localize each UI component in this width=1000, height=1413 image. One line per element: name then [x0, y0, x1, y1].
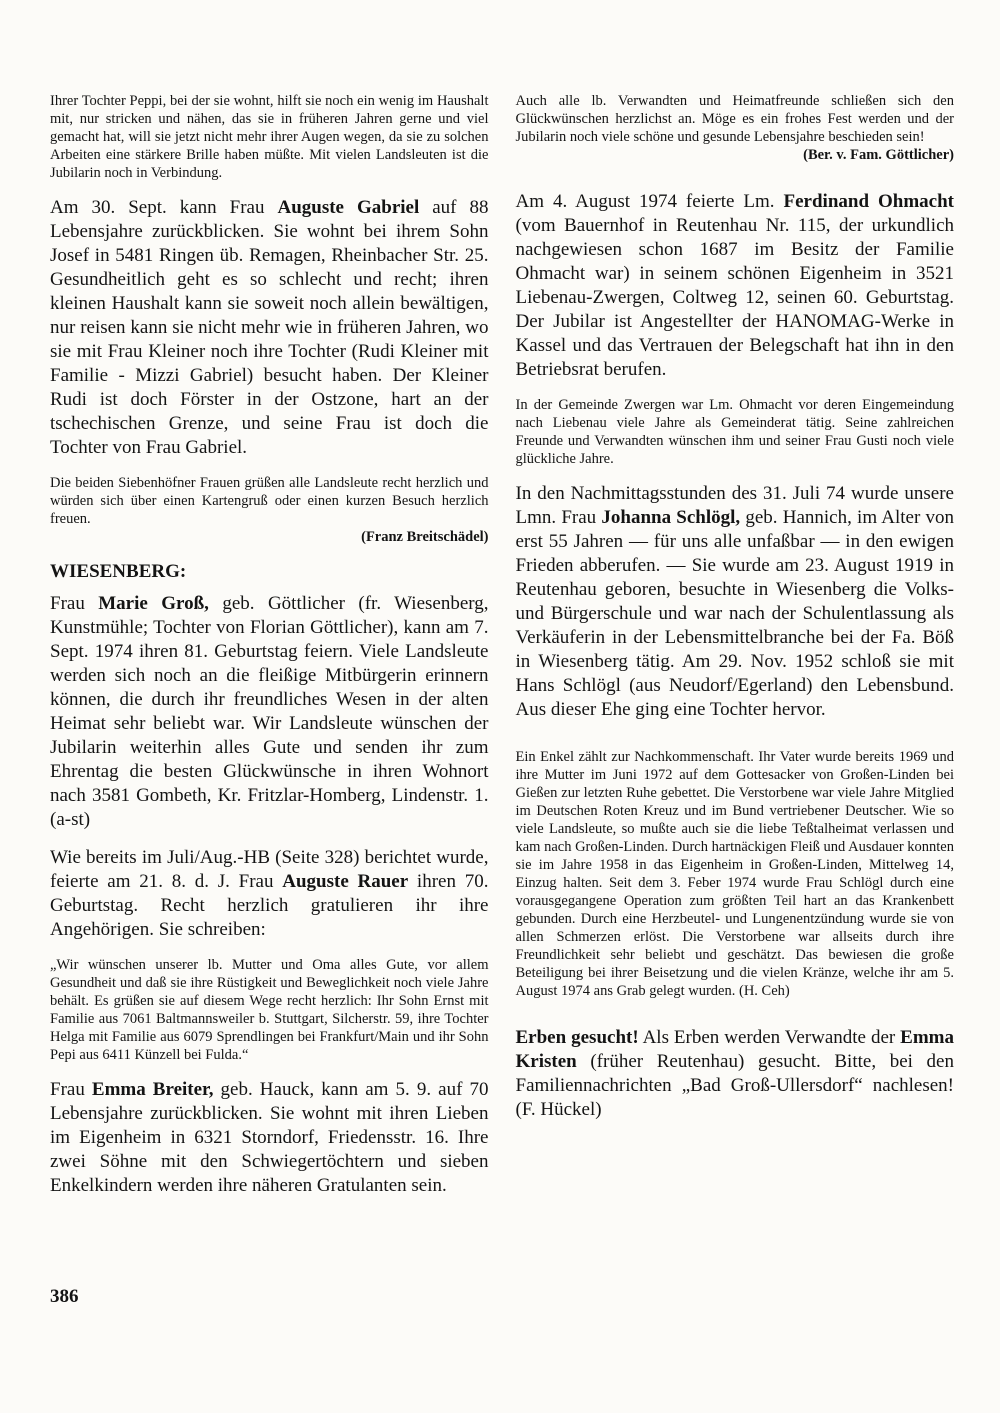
text-run: Frau: [50, 1079, 92, 1100]
bold-text: Marie Groß,: [98, 593, 209, 614]
text-run: Frau: [50, 593, 99, 614]
paragraph: [50, 956, 493, 1064]
paragraph: [50, 1078, 494, 1198]
text-run: Als Erben werden Verwandte der: [638, 1027, 901, 1048]
left-column: [50, 92, 494, 1212]
bold-text: Auguste Rauer: [282, 871, 409, 892]
text-run: geb. Hauck, kann am 5. 9. auf 70 Lebensjahre zurückblicken. Sie wohnt mit ihren Lieben im Eigenheim in 6321 Storndorf, Friedensstr. 16. Ihre zwei Söhne mit den Schwiegertöchtern und sieben Enkelkindern werden ihre näheren Gratulanten sein.: [50, 1079, 494, 1196]
text-run: Wie bereits im Juli/Aug.-HB (Seite 328) berichtet wurde, feierte am 21. 8. d. J. Frau: [50, 847, 494, 892]
paragraph: [515, 748, 958, 1000]
bold-text: Emma Kristen: [515, 1027, 959, 1072]
text-run: Die beiden Siebenhöfner Frauen grüßen alle Landsleute recht herzlich und würden sich über einen Kartengruß oder einen kurzen Besuch herzlich freuen.: [50, 475, 493, 527]
text-run: geb. Hannich, im Alter von erst 55 Jahren — für uns alle unfaßbar — in den ewigen Frieden abberufen. — Sie wurde am 23. August 1919 in Reutenhau geboren, besuchte in Wiesenberg die Volks- und Bürgerschule und war nach der Schulentlassung als Verkäuferin in der Lebensmittelbranche bei der Fa. Böß in Wiesenberg tätig. Am 29. Nov. 1952 schloß sie mit Hans Schlögl (aus Neudorf/Egerland) den Lebensbund. Aus dieser Ehe ging eine Tochter hervor.: [515, 507, 959, 720]
paragraph: [50, 474, 493, 528]
text-run: In der Gemeinde Zwergen war Lm. Ohmacht vor deren Eingemeindung nach Liebenau viele Jahre als Gemeinderat tätig. Seine zahlreichen Freunde und Verwandten wünschen ihm und seiner Frau Gusti noch viele glückliche Jahre.: [515, 397, 958, 467]
text-run: WIESENBERG:: [50, 561, 187, 582]
text-run: (Ber. v. Fam. Göttlicher): [803, 147, 954, 163]
paragraph: [515, 396, 958, 468]
text-run: Am 30. Sept. kann Frau: [50, 197, 278, 218]
bold-text: Johanna Schlögl,: [601, 507, 741, 528]
attribution: [516, 146, 955, 164]
bold-text: Emma Breiter,: [91, 1079, 214, 1100]
bold-text: Auguste Gabriel: [277, 197, 420, 218]
paragraph: [50, 92, 493, 182]
text-run: In den Nachmittagsstunden des 31. Juli 74 wurde unsere Lmn. Frau: [515, 483, 959, 528]
text-run: Ihrer Tochter Peppi, bei der sie wohnt, hilft sie noch ein wenig im Haushalt mit, nur stricken und nähen, das sie in früheren Jahren gerne und viel gemacht hat, will sie jetzt nicht mehr ihrer Augen wegen, da sie zu solchen Arbeiten eine stärkere Brille haben müßte. Mit vielen Landsleuten ist die Jubilarin noch in Verbindung.: [50, 93, 493, 181]
text-run: Am 4. August 1974 feierte Lm.: [515, 191, 784, 212]
bold-text: Ferdinand Ohmacht: [783, 191, 954, 212]
text-run: ihren 70. Geburtstag. Recht herzlich gratulieren ihr ihre Angehörigen. Sie schreiben:: [50, 871, 494, 940]
paragraph: [515, 482, 959, 722]
text-run: auf 88 Lebensjahre zurückblicken. Sie wohnt bei ihrem Sohn Josef in 5481 Ringen üb. Remagen, Rheinbacher Str. 25. Gesundheitlich geht es so schlecht und recht; ihren kleinen Haushalt kann sie soweit noch allein bewältigen, nur reisen kann sie nicht mehr wie in früheren Jahren, wo sie mit Frau Kleiner noch ihre Tochter (Rudi Kleiner mit Familie - Mizzi Gabriel) besucht haben. Der Kleiner Rudi ist doch Förster in der Ostzone, hart an der tschechischen Grenze, und seine Frau ist doch die Tochter von Frau Gabriel.: [50, 197, 494, 458]
bold-text: Erben gesucht!: [515, 1027, 639, 1048]
paragraph: [50, 592, 494, 832]
text-run: Auch alle lb. Verwandten und Heimatfreunde schließen sich den Glückwünschen herzlichst an. Möge es ein frohes Fest werden und der Jubilarin noch viele schöne und gesunde Lebensjahre beschieden sein!: [515, 93, 958, 145]
text-run: (vom Bauernhof in Reutenhau Nr. 115, der urkundlich nachgewiesen schon 1687 im Besitz der Familie Ohmacht war) in seinem schönen Eigenheim in 3521 Liebenau-Zwergen, Coltweg 12, seinen 60. Geburtstag. Der Jubilar ist Angestellter der HANOMAG-Werke in Kassel und das Vertrauen der Belegschaft hat ihn in den Betriebsrat berufen.: [515, 191, 959, 380]
text-run: „Wir wünschen unserer lb. Mutter und Oma alles Gute, vor allem Gesundheit und daß sie ihre Rüstigkeit und Beweglichkeit noch viele Jahre behält. Es grüßen sie auf diesem Wege recht herzlich: Ihr Sohn Ernst mit Familie aus 7061 Baltmannsweiler b. Stuttgart, Silcherstr. 59, ihre Tochter Helga mit Familie aus 6079 Sprendlingen bei Frankfurt/Main und ihr Sohn Pepi aus 6411 Künzell bei Fulda.“: [50, 957, 493, 1063]
section-heading: [50, 560, 489, 584]
text-run: geb. Göttlicher (fr. Wiesenberg, Kunstmühle; Tochter von Florian Göttlicher), kann am 7. Sept. 1974 ihren 81. Geburtstag feiern. Viele Landsleute werden sich noch an die fleißige Mitbürgerin erinnern können, die durch ihr freundliches Wesen in der alten Heimat sehr beliebt war. Wir Landsleute wünschen der Jubilarin weiterhin alles Gute und senden ihr zum Ehrentag die besten Glückwünsche in ihren Wohnort nach 3581 Gombeth, Kr. Fritzlar-Homberg, Lindenstr. 1. (a-st): [50, 593, 494, 830]
text-run: (Franz Breitschädel): [361, 529, 489, 545]
paragraph: [515, 92, 958, 146]
paragraph: [515, 1026, 959, 1122]
page-number: 386: [50, 1286, 79, 1307]
paragraph: [50, 846, 494, 942]
text-run: Ein Enkel zählt zur Nachkommenschaft. Ihr Vater wurde bereits 1969 und ihre Mutter im Juni 1972 auf dem Gottesacker von Großen-Linden bei Gießen zur letzten Ruhe gebettet. Die Verstorbene war viele Jahre Mitglied im Deutschen Roten Kreuz und im Bund vertriebener Deutscher. Wie so viele Landsleute, so mußte auch sie die liebe Teßtalheimat verlassen und kam nach Großen-Linden. Durch hartnäckigen Fleiß und Ausdauer konnten sie im Jahre 1958 in das Eigenheim in Großen-Linden, Mittelweg 14, Einzug halten. Seit dem 3. Feber 1974 wurde Frau Schlögl durch eine vorausgegangene Operation zum größten Teil hart an das Krankenbett gebunden. Durch eine Herzbeutel- und Lungenentzündung wurde sie von allen Schmerzen erlöst. Die Verstorbene war allseits durch ihre Freundlichkeit sehr beliebt und geschätzt. Das bewiesen die große Beteiligung bei ihrer Beisetzung und die vielen Kränze, welche ihr am 5. August 1974 ans Grab gelegt wurden. (H. Ceh): [515, 749, 958, 999]
text-run: (früher Reutenhau) gesucht. Bitte, bei den Familiennachrichten „Bad Groß-Ullersdorf“ nachlesen! (F. Hückel): [515, 1051, 959, 1120]
right-column: [515, 92, 959, 1212]
paragraph: [515, 190, 959, 382]
paragraph: [50, 196, 494, 460]
attribution: [50, 528, 489, 546]
